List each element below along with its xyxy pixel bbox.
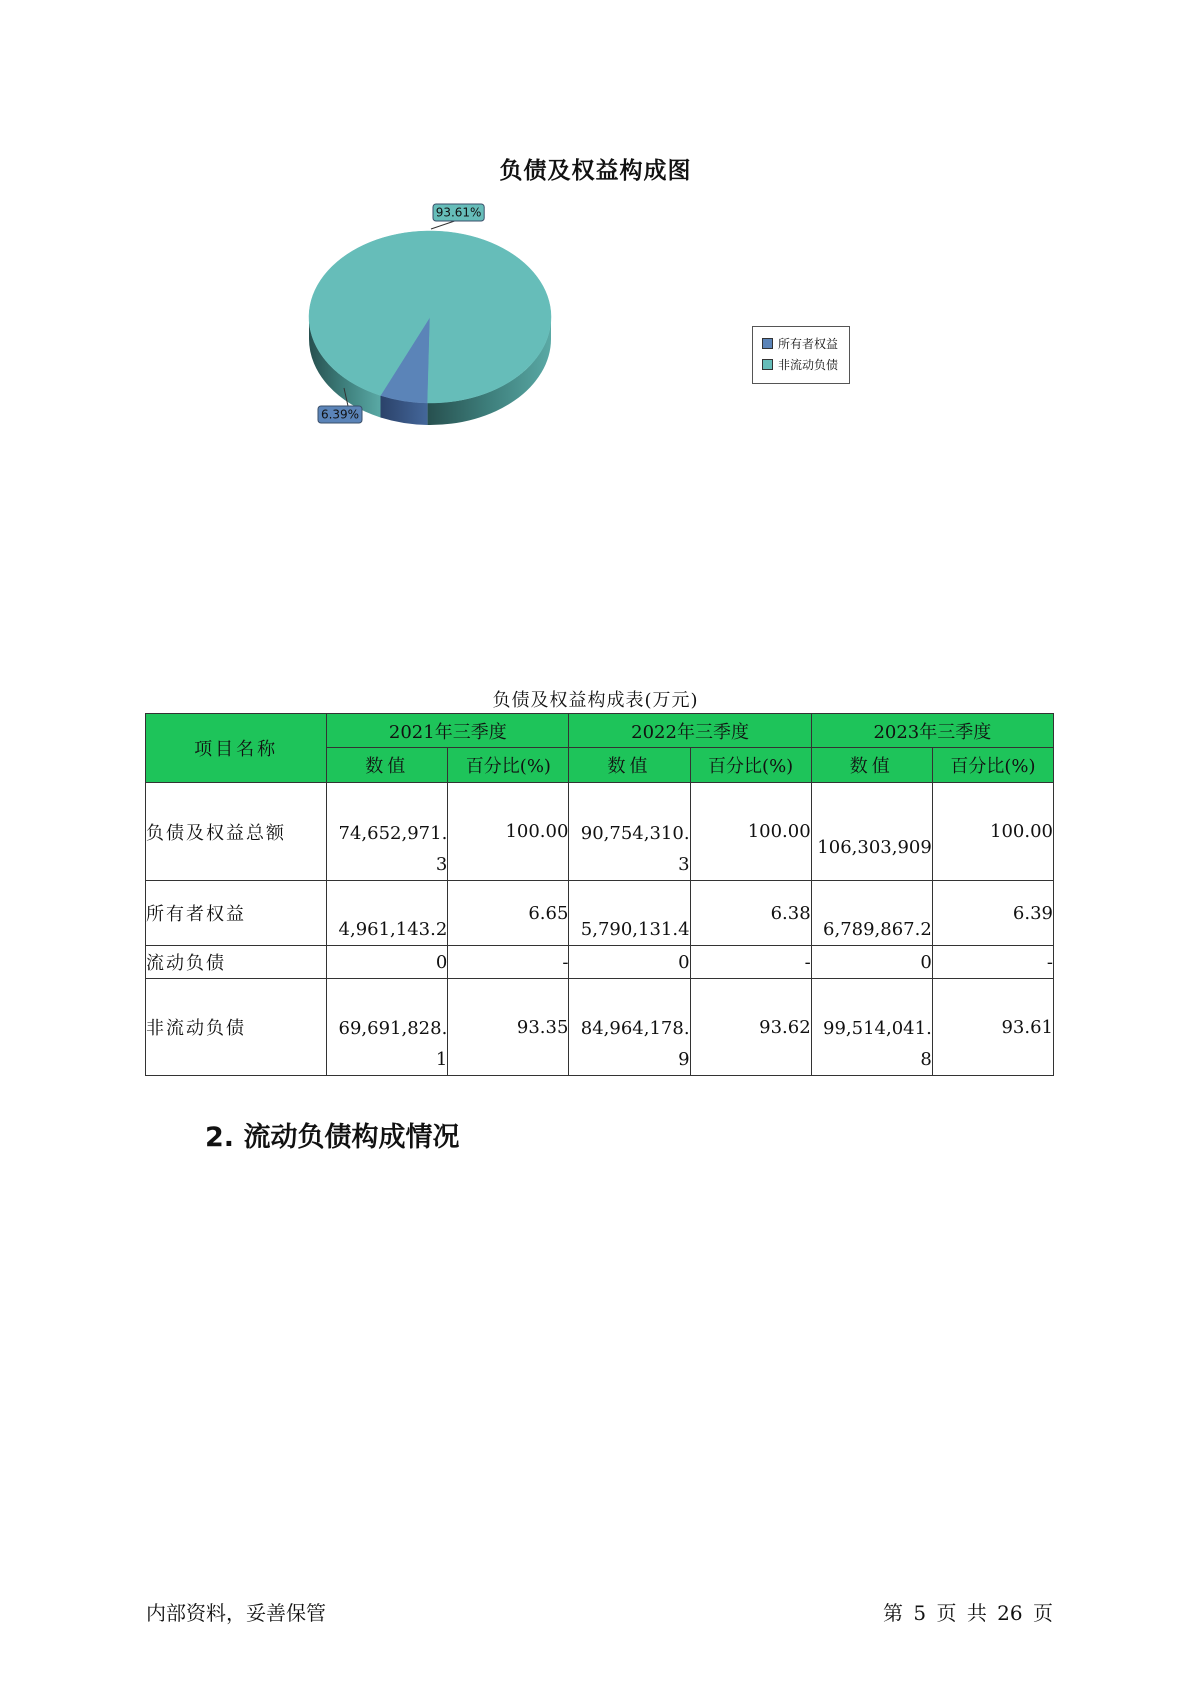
cell-value: 0 (327, 946, 448, 979)
legend-item-equity (762, 333, 849, 354)
table-row (146, 881, 1054, 946)
cell-percent: - (448, 946, 569, 979)
cell-percent: 6.39 (932, 881, 1053, 946)
table-header-row (146, 714, 1054, 748)
cell-percent: 6.38 (690, 881, 811, 946)
row-label: 负债及权益总额 (146, 783, 327, 881)
section-heading: 2. 流动负债构成情况 (205, 1122, 460, 1153)
data-label-leader (431, 221, 455, 229)
data-label: 93.61% (435, 205, 482, 220)
legend-swatch-noncurrent (762, 359, 773, 370)
cell-percent: - (690, 946, 811, 979)
cell-value: 0 (569, 946, 690, 979)
cell-value: 6,789,867.2 (811, 881, 932, 946)
header-item-name: 项目名称 (146, 714, 327, 783)
cell-value: 69,691,828.1 (327, 979, 448, 1076)
cell-percent: 100.00 (690, 783, 811, 881)
data-label: 6.39% (320, 407, 360, 422)
cell-percent: 93.61 (932, 979, 1053, 1076)
legend-item-noncurrent (762, 354, 849, 375)
liability-equity-table (145, 713, 1054, 1076)
cell-percent: 100.00 (932, 783, 1053, 881)
footer-confidential: 内部资料，妥善保管 (146, 1601, 326, 1625)
subheader-value: 数值 (811, 748, 932, 783)
cell-percent: 93.62 (690, 979, 811, 1076)
header-period-2022: 2022年三季度 (569, 714, 811, 748)
row-label: 流动负债 (146, 946, 327, 979)
cell-value: 4,961,143.2 (327, 881, 448, 946)
table-row (146, 946, 1054, 979)
legend-swatch-equity (762, 338, 773, 349)
pie-chart (300, 205, 580, 465)
header-period-2021: 2021年三季度 (327, 714, 569, 748)
header-period-2023: 2023年三季度 (811, 714, 1053, 748)
chart-title: 负债及权益构成图 (499, 158, 692, 184)
row-label: 所有者权益 (146, 881, 327, 946)
cell-value: 74,652,971.3 (327, 783, 448, 881)
subheader-percent: 百分比(%) (448, 748, 569, 783)
subheader-value: 数值 (569, 748, 690, 783)
pie-slice (309, 231, 551, 403)
subheader-value: 数值 (327, 748, 448, 783)
cell-value: 5,790,131.4 (569, 881, 690, 946)
table-row (146, 979, 1054, 1076)
cell-value: 106,303,909 (811, 783, 932, 881)
cell-value: 84,964,178.9 (569, 979, 690, 1076)
footer-page-number: 第 5 页 共 26 页 (883, 1601, 1053, 1625)
subheader-percent: 百分比(%) (690, 748, 811, 783)
cell-value: 99,514,041.8 (811, 979, 932, 1076)
cell-percent: 93.35 (448, 979, 569, 1076)
chart-legend (752, 326, 850, 384)
cell-percent: 6.65 (448, 881, 569, 946)
legend-label-equity: 所有者权益 (778, 337, 839, 351)
cell-percent: - (932, 946, 1053, 979)
legend-label-noncurrent: 非流动负债 (778, 358, 839, 372)
row-label: 非流动负债 (146, 979, 327, 1076)
cell-percent: 100.00 (448, 783, 569, 881)
cell-value: 0 (811, 946, 932, 979)
table-caption: 负债及权益构成表(万元) (492, 690, 699, 711)
subheader-percent: 百分比(%) (932, 748, 1053, 783)
table-row (146, 783, 1054, 881)
cell-value: 90,754,310.3 (569, 783, 690, 881)
